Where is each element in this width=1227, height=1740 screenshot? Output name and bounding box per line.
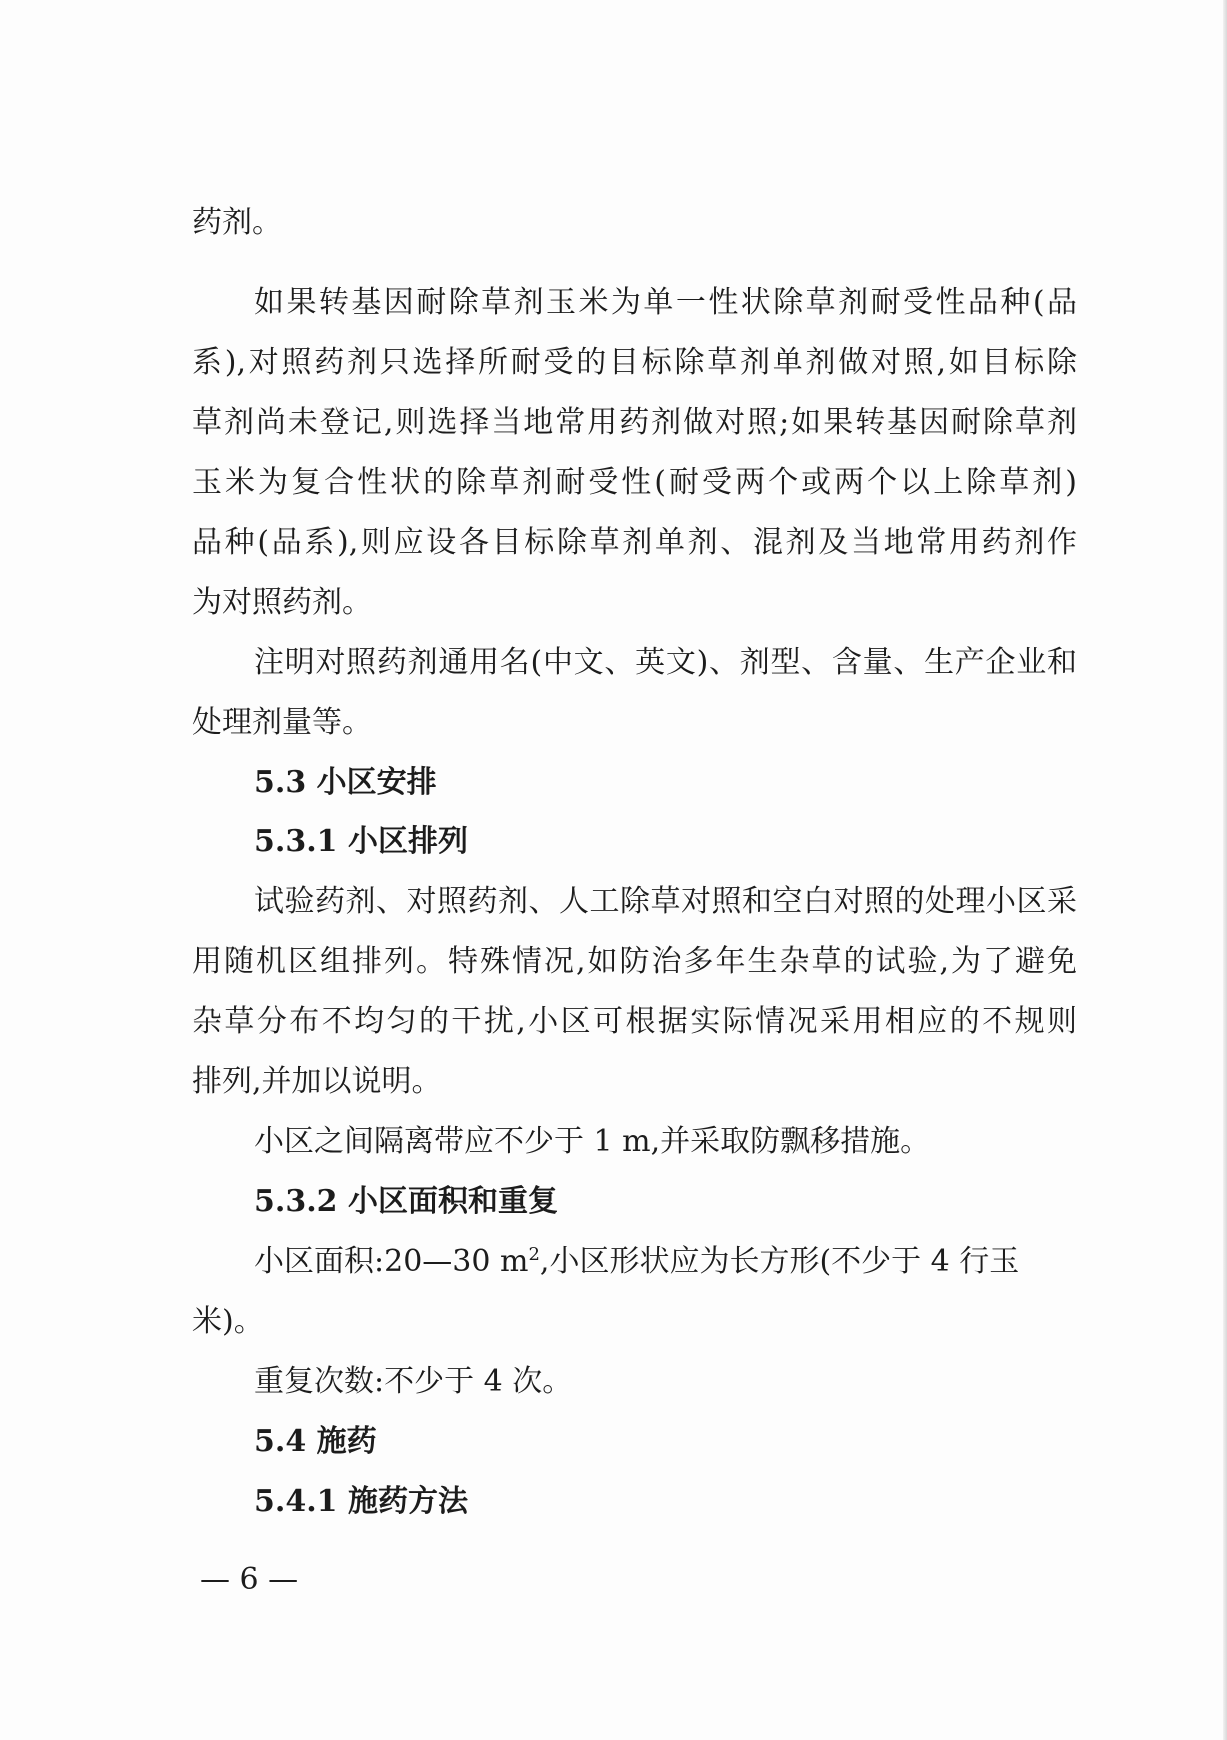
paragraph-line: 米)。 xyxy=(192,1304,264,1339)
shape-text: ,小区形状应为长方形(不少于 4 行玉 xyxy=(539,1244,1020,1279)
paragraph-line: 系),对照药剂只选择所耐受的目标除草剂单剂做对照,如目标除 xyxy=(192,345,1077,380)
subsection-heading: 5.3.2 小区面积和重复 xyxy=(254,1184,558,1219)
paragraph-line xyxy=(254,1242,1077,1282)
paragraph-line: 注明对照药剂通用名(中文、英文)、剂型、含量、生产企业和 xyxy=(254,645,1077,680)
paragraph-line: 处理剂量等。 xyxy=(192,705,372,740)
paragraph-line: 如果转基因耐除草剂玉米为单一性状除草剂耐受性品种(品 xyxy=(254,285,1077,320)
paragraph-line: 用随机区组排列。特殊情况,如防治多年生杂草的试验,为了避免 xyxy=(192,944,1077,979)
page-number: — 6 — xyxy=(200,1562,299,1597)
text-line: 药剂。 xyxy=(192,205,282,240)
paragraph-line: 杂草分布不均匀的干扰,小区可根据实际情况采用相应的不规则 xyxy=(192,1004,1077,1039)
section-heading: 5.3 小区安排 xyxy=(254,765,437,800)
paragraph-line: 草剂尚未登记,则选择当地常用药剂做对照;如果转基因耐除草剂 xyxy=(192,405,1077,440)
paragraph-line: 小区之间隔离带应不少于 1 m,并采取防飘移措施。 xyxy=(254,1124,931,1159)
paragraph-line: 重复次数:不少于 4 次。 xyxy=(254,1364,573,1399)
paragraph-line: 排列,并加以说明。 xyxy=(192,1064,442,1099)
paragraph-line: 为对照药剂。 xyxy=(192,585,372,620)
paragraph-line: 试验药剂、对照药剂、人工除草对照和空白对照的处理小区采 xyxy=(254,884,1077,919)
paragraph-line: 玉米为复合性状的除草剂耐受性(耐受两个或两个以上除草剂) xyxy=(192,465,1077,500)
section-heading: 5.4 施药 xyxy=(254,1424,377,1459)
page-edge xyxy=(1223,0,1227,1740)
superscript-2: 2 xyxy=(528,1244,540,1265)
subsection-heading: 5.4.1 施药方法 xyxy=(254,1484,468,1519)
subsection-heading: 5.3.1 小区排列 xyxy=(254,824,468,859)
paragraph-line: 品种(品系),则应设各目标除草剂单剂、混剂及当地常用药剂作 xyxy=(192,525,1077,560)
area-text: 小区面积:20—30 m xyxy=(254,1244,529,1279)
